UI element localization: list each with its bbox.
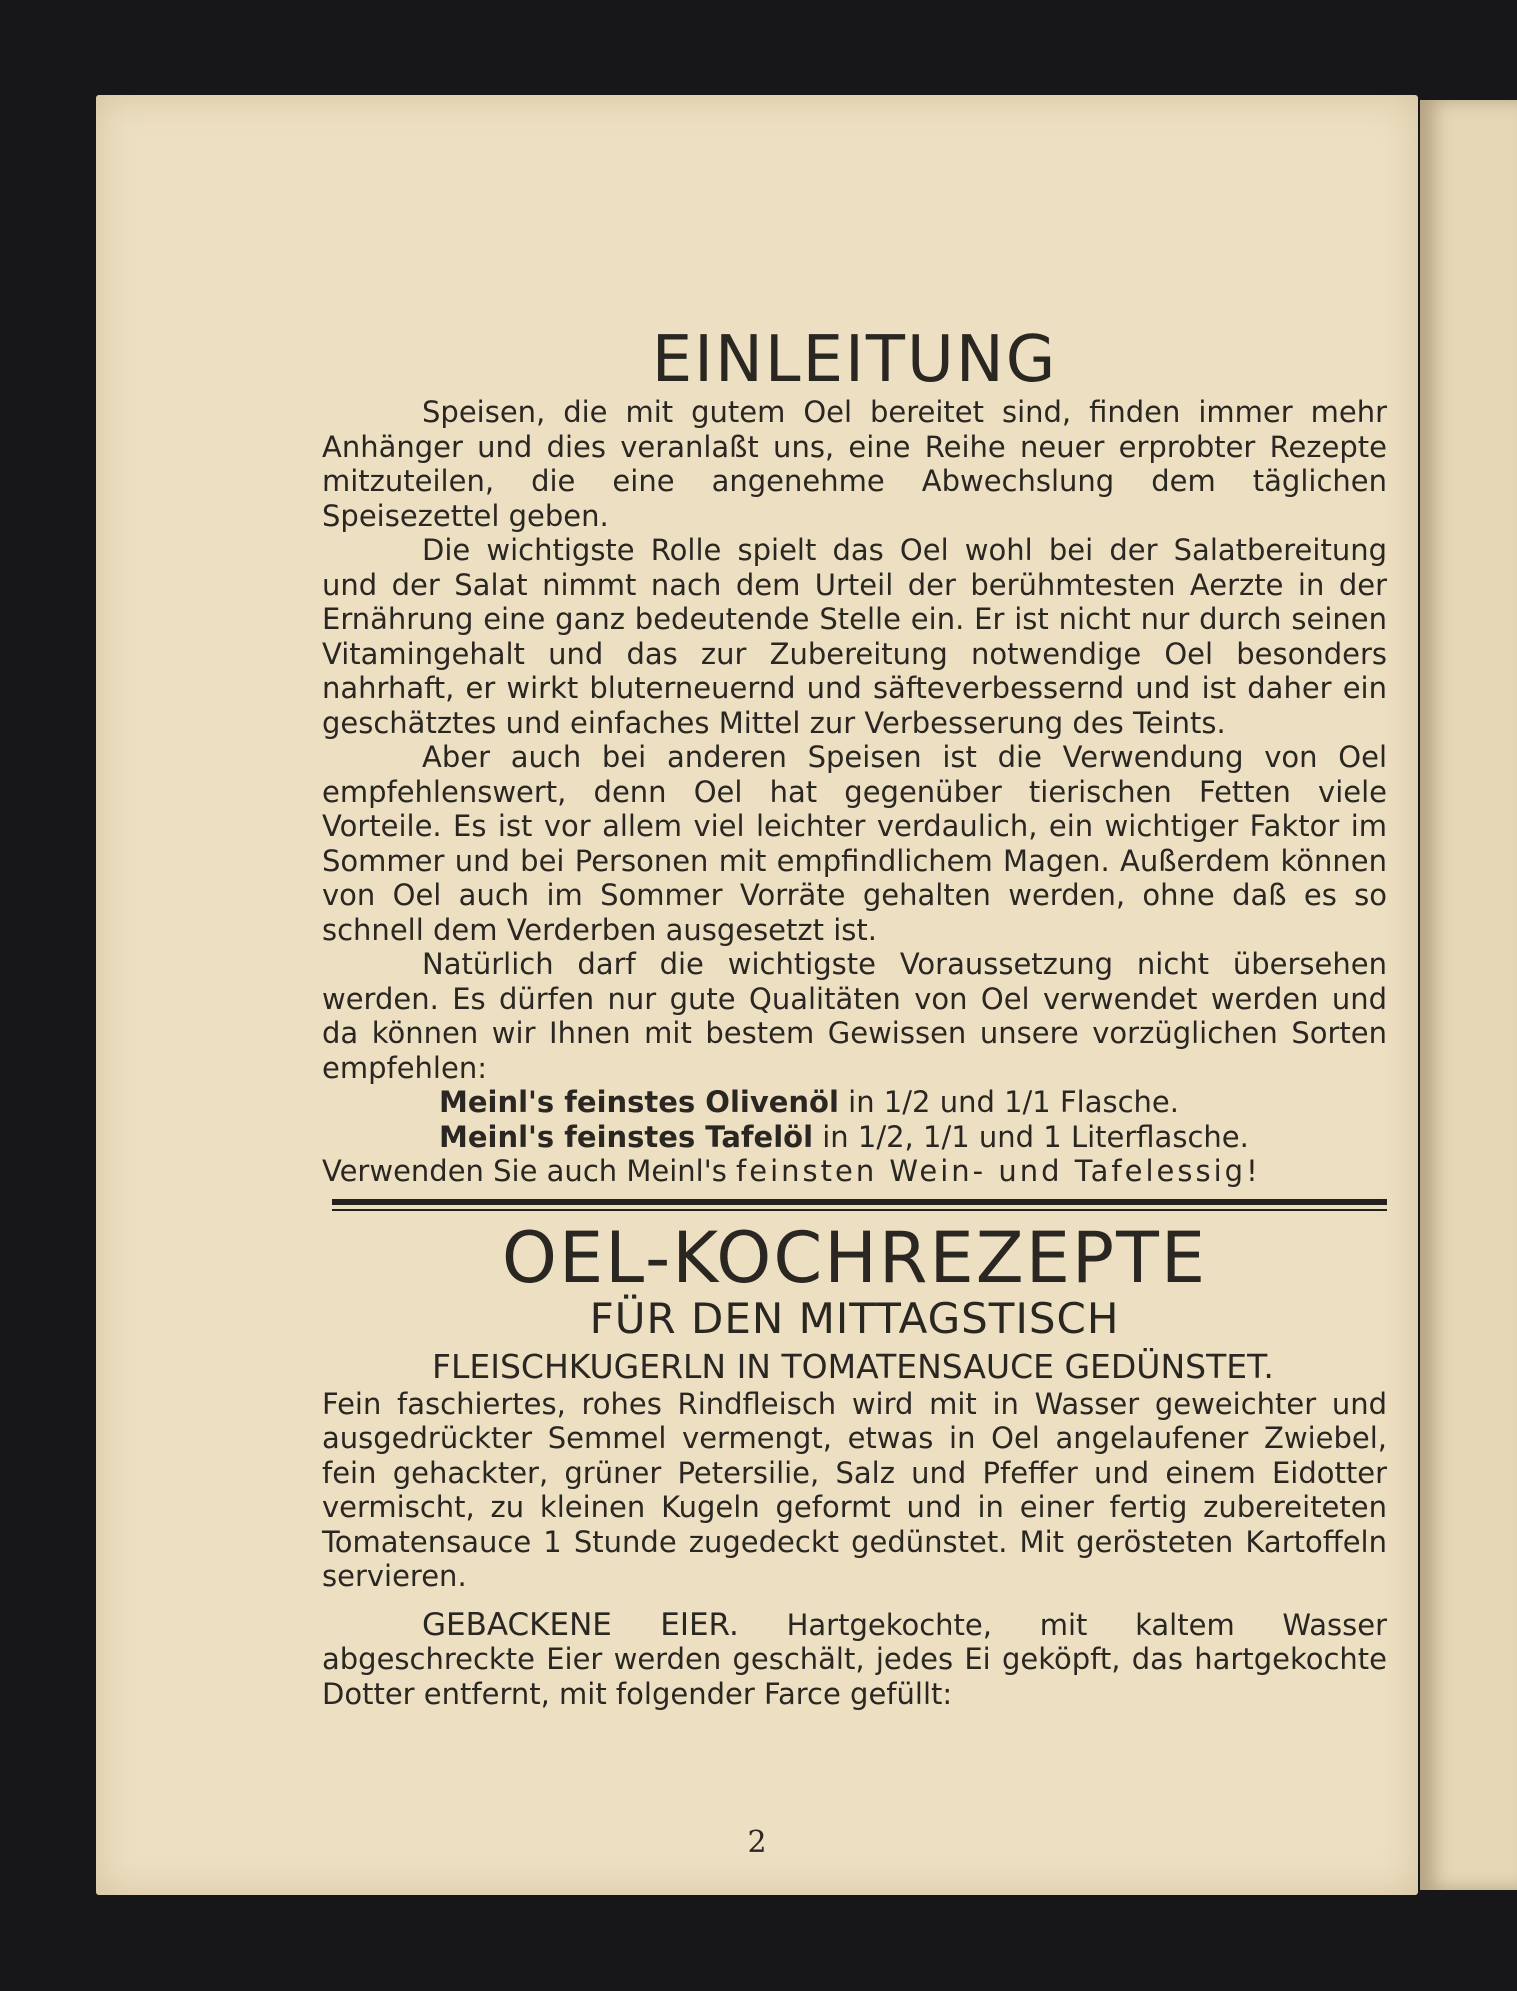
book-page (96, 95, 1418, 1895)
closing-line (322, 1154, 1387, 1189)
recipe-1-title: FLEISCHKUGERLN IN TOMATENSAUCE GEDÜNSTET. (432, 1346, 1274, 1386)
product-olive-oil (439, 1085, 1387, 1120)
product-olive-oil-name: Meinl's feinstes Olivenöl (439, 1085, 839, 1119)
recipe-2-title: GEBACKENE EIER. (422, 1606, 739, 1643)
product-olive-oil-detail: in 1/2 und 1/1 Flasche. (838, 1085, 1179, 1119)
recipes-subtitle: FÜR DEN MITTAGSTISCH (589, 1293, 1120, 1343)
product-table-oil-detail: in 1/2, 1/1 und 1 Literflasche. (813, 1119, 1249, 1154)
spacer (322, 1594, 1387, 1608)
intro-paragraph-4: Natürlich darf die wichtigste Voraussetzung nicht übersehen werden. Es dürfen nur gute Qualitäten von Oel verwendet werden und da können wir Ihnen mit bestem Gewissen unsere vorzüglichen Sorten empfehlen: (322, 947, 1387, 1085)
intro-paragraph-2: Die wichtigste Rolle spielt das Oel wohl bei der Salatbereitung und der Salat nimmt nach dem Urteil der berühmtesten Aerzte in der Ernährung eine ganz bedeutende Stelle ein. Er ist nicht nur durch seinen Vitamingehalt und das zur Zubereitung notwendige Oel besonders nahrhaft, er wirkt bluterneuernd und säfteverbessernd und ist daher ein geschätztes und einfaches Mittel zur Verbesserung des Teints. (322, 533, 1387, 740)
page-number: 2 (747, 1825, 767, 1860)
intro-paragraph-3: Aber auch bei anderen Speisen ist die Verwendung von Oel empfehlenswert, denn Oel hat gegenüber tierischen Fetten viele Vorteile. Es ist vor allem viel leichter verdaulich, ein wichtiger Faktor im Sommer und bei Personen mit empfindlichem Magen. Außerdem können von Oel auch im Sommer Vorräte gehalten werden, ohne daß es so schnell dem Verderben ausgesetzt ist. (322, 740, 1387, 947)
recipes-title: OEL-KOCHREZEPTE (501, 1216, 1208, 1299)
intro-paragraph-1: Speisen, die mit gutem Oel bereitet sind, finden immer mehr Anhänger und dies veranlaßt uns, eine Reihe neuer erprobter Rezepte mitzuteilen, die eine angenehme Abwechslung dem täglichen Speisezettel geben. (322, 395, 1387, 533)
intro-title: EINLEITUNG (651, 323, 1058, 397)
product-table-oil-name: Meinl's feinstes Tafelöl (439, 1119, 814, 1154)
closing-line-start: Verwenden Sie auch Meinl's (322, 1154, 737, 1188)
page-content (322, 325, 1387, 1711)
recipe-1-text: Fein faschiertes, rohes Rindfleisch wird mit in Wasser geweichter und ausgedrückter Semmel vermengt, etwas in Oel angelaufener Zwiebel, fein gehackter, grüner Petersilie, Salz und Pfeffer und einem Eidotter vermischt, zu kleinen Kugeln geformt und in einer fertig zubereiteten Tomatensauce 1 Stunde zugedeckt gedünstet. Mit gerösteten Kartoffeln servieren. (322, 1386, 1387, 1593)
closing-line-spaced: feinsten Wein- und Tafelessig! (736, 1154, 1261, 1188)
adjacent-page-edge (1420, 100, 1517, 1890)
recipe-2-text: Hartgekochte, mit kaltem Wasser abgeschreckte Eier werden geschält, jedes Ei geköpft, das hartgekochte Dotter entfernt, mit folgender Farce gefüllt: (322, 1607, 1387, 1711)
product-table-oil (439, 1120, 1387, 1155)
recipe-2 (322, 1608, 1387, 1712)
section-divider (332, 1199, 1387, 1211)
